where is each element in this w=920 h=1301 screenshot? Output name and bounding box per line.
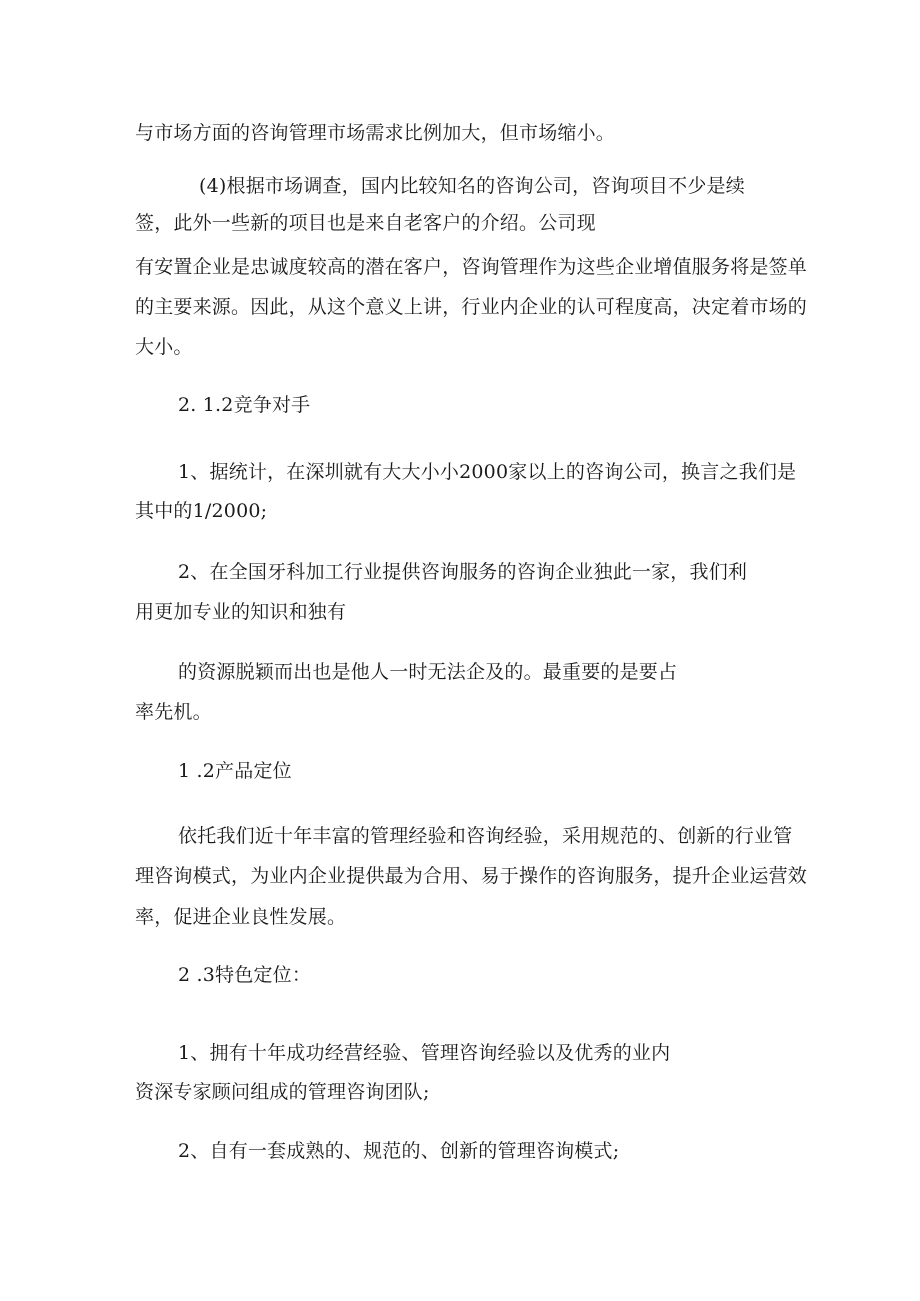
- text-line: 资深专家顾问组成的管理咨询团队;: [135, 1081, 430, 1103]
- text-line: 签，此外一些新的项目也是来自老客户的介绍。公司现: [135, 212, 596, 234]
- section-heading-product-positioning: 1 .2产品定位: [178, 760, 292, 782]
- section-heading-feature-positioning: 2 .3特色定位：: [178, 964, 312, 986]
- text-line: 的资源脱颖而出也是他人一时无法企及的。最重要的是要占: [178, 661, 678, 683]
- section-heading-competitors: 2. 1.2竞争对手: [178, 394, 311, 416]
- text-line: 大小。: [135, 336, 193, 358]
- paragraph-line: 理咨询模式，为业内企业提供最为合用、易于操作的咨询服务，提升企业运营效: [135, 865, 808, 887]
- list-item-1: 1、据统计，在深圳就有大大小小2000家以上的咨询公司，换言之我们是: [178, 461, 797, 483]
- text-line: 有安置企业是忠诚度较高的潜在客户，咨询管理作为这些企业增值服务将是签单: [135, 256, 808, 278]
- paragraph-line: 率，促进企业良性发展。: [135, 906, 347, 928]
- paragraph-line: 依托我们近十年丰富的管理经验和咨询经验，采用规范的、创新的行业管: [178, 825, 793, 847]
- text-line: 其中的1/2000;: [135, 500, 268, 522]
- text-line-point-4: (4)根据市场调查，国内比较知名的咨询公司，咨询项目不少是续: [199, 175, 745, 197]
- list-item-1: 1、拥有十年成功经营经验、管理咨询经验以及优秀的业内: [178, 1042, 671, 1064]
- text-line: 的主要来源。因此，从这个意义上讲，行业内企业的认可程度高，决定着市场的: [135, 296, 808, 318]
- list-item-2: 2、自有一套成熟的、规范的、创新的管理咨询模式;: [178, 1140, 620, 1162]
- text-line: 率先机。: [135, 701, 212, 723]
- text-line: 用更加专业的知识和独有: [135, 601, 347, 623]
- list-item-2: 2、在全国牙科加工行业提供咨询服务的咨询企业独此一家，我们利: [178, 561, 748, 583]
- text-line-continuation: 与市场方面的咨询管理市场需求比例加大，但市场缩小。: [135, 122, 616, 144]
